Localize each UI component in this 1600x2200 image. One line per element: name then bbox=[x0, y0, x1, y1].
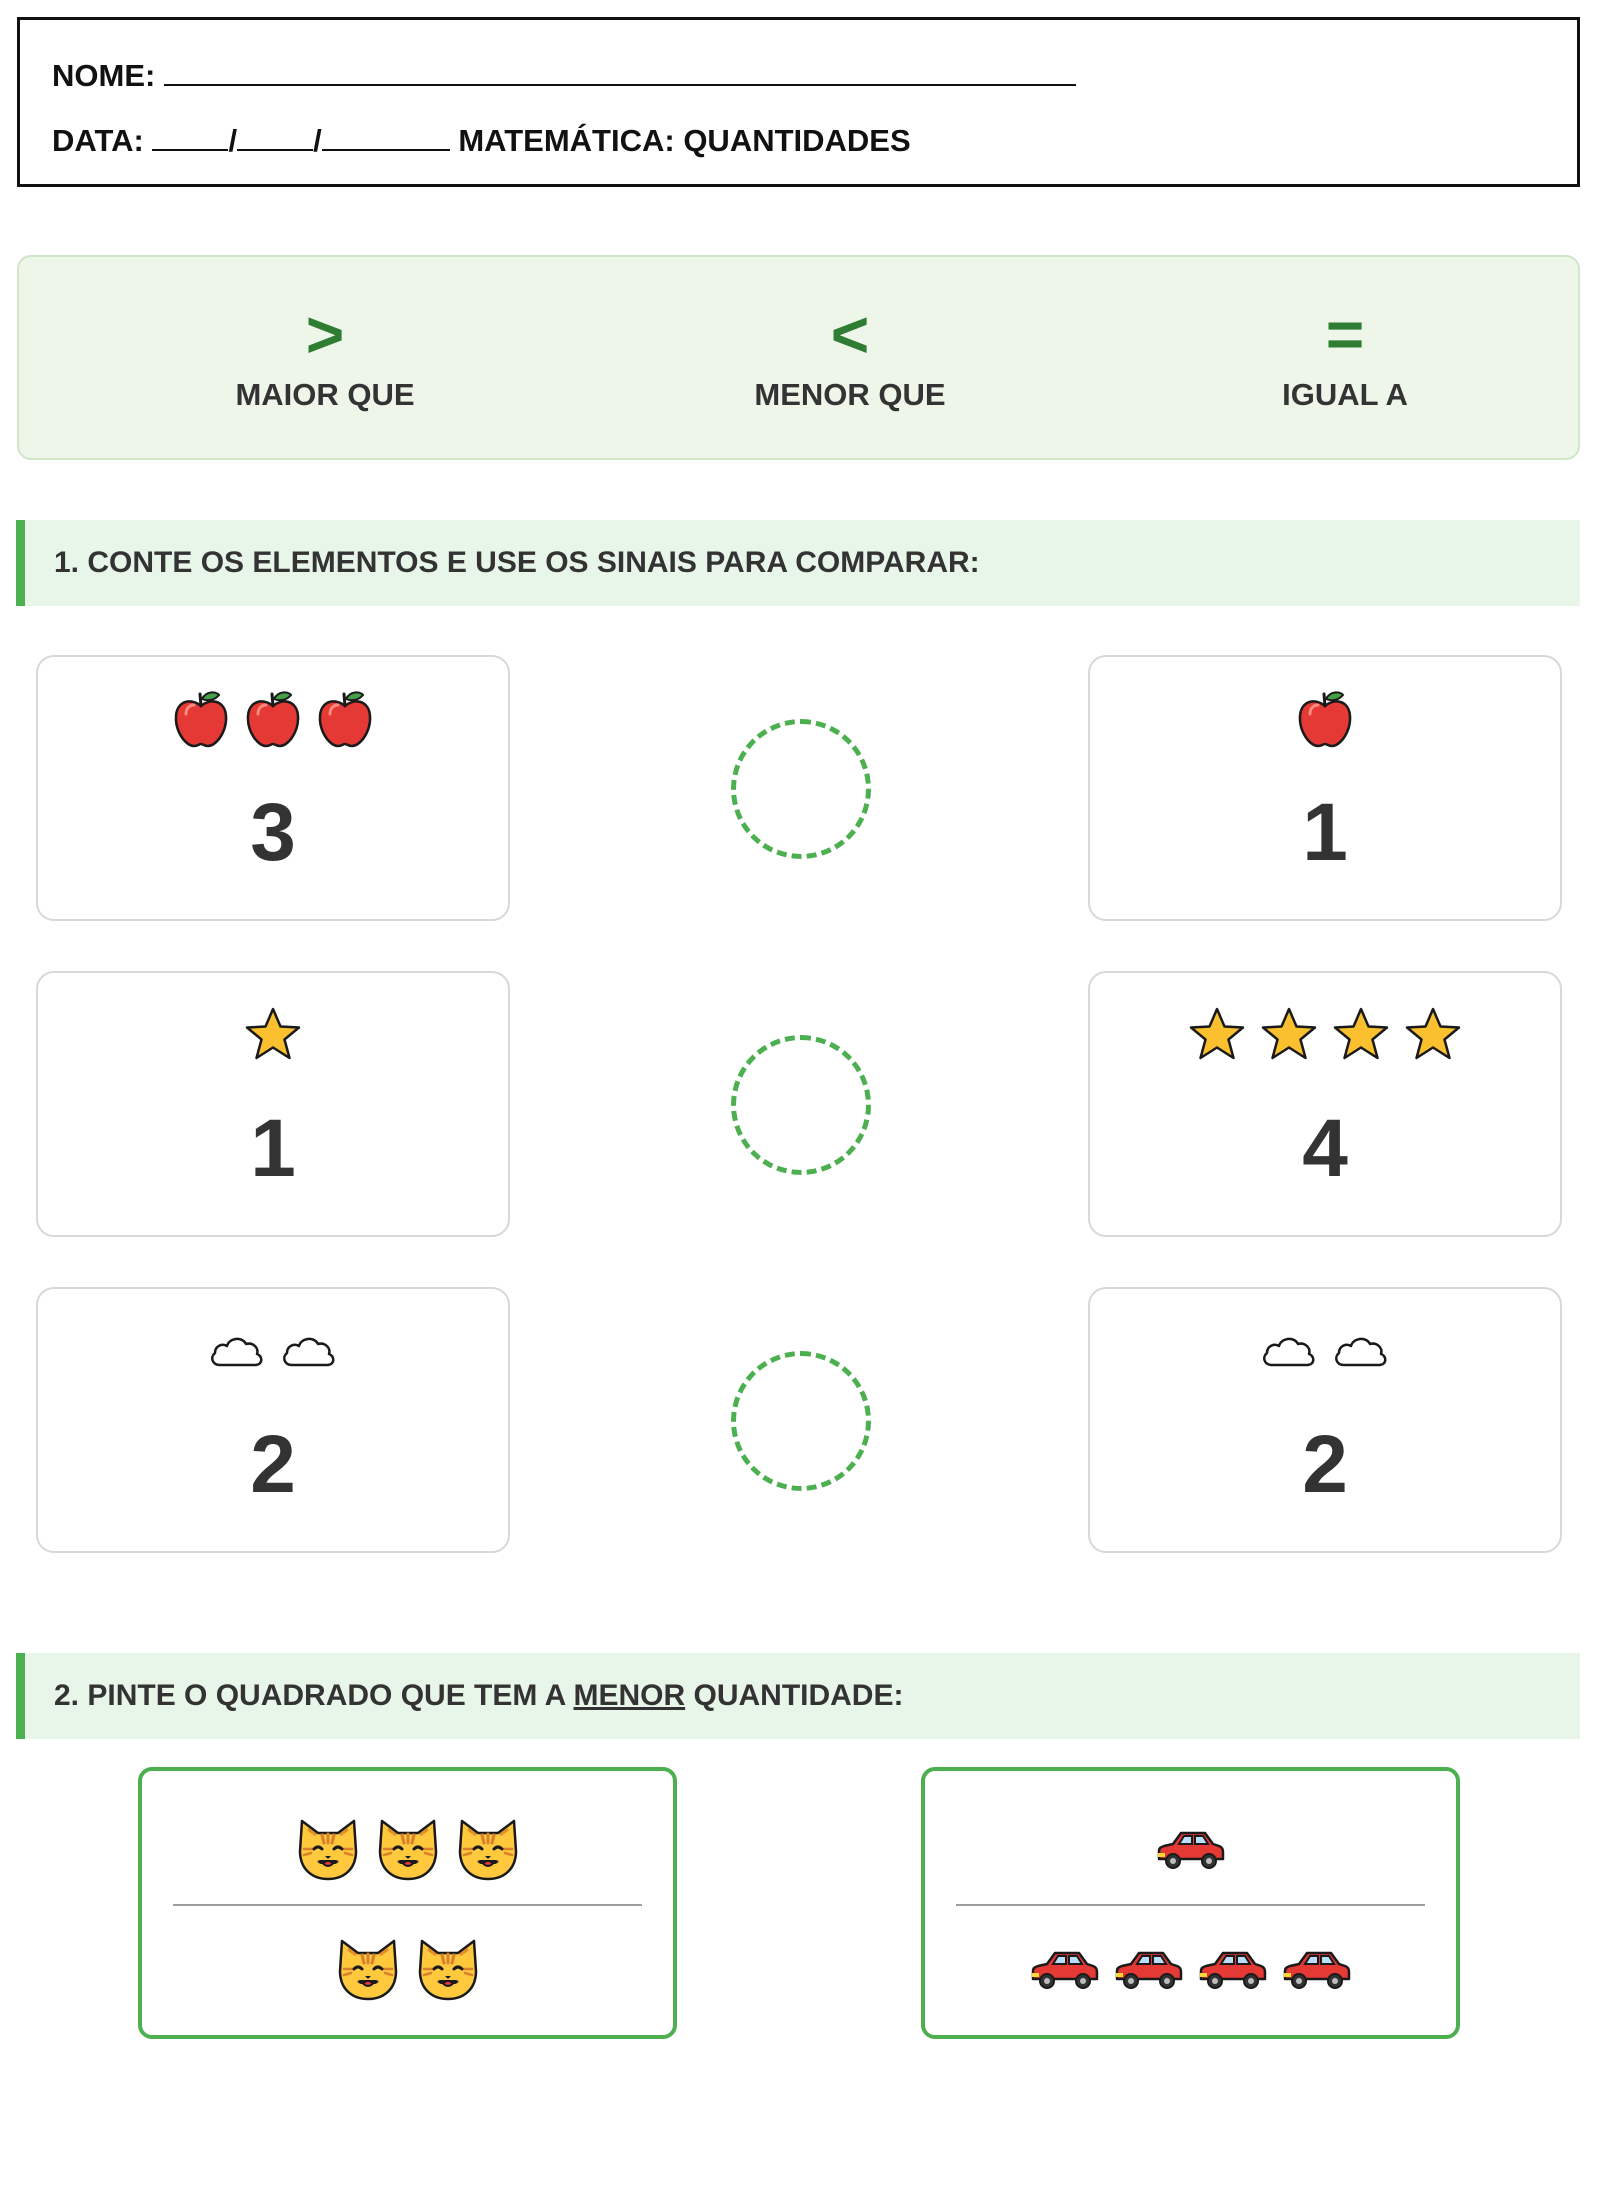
answer-circle[interactable] bbox=[731, 719, 871, 859]
count-card-left bbox=[36, 655, 510, 921]
less-than-label: MENOR QUE bbox=[754, 377, 946, 412]
legend-equal bbox=[1145, 297, 1545, 413]
card-number: 2 bbox=[1302, 1419, 1348, 1510]
star-icon bbox=[1188, 1006, 1246, 1064]
cat-face-icon bbox=[454, 1815, 522, 1883]
box-bottom-group bbox=[925, 1929, 1456, 2009]
date-month-field[interactable] bbox=[237, 121, 313, 151]
date-day-field[interactable] bbox=[152, 121, 228, 151]
name-line bbox=[52, 56, 1076, 94]
count-card-right bbox=[1088, 1287, 1562, 1553]
greater-than-label: MAIOR QUE bbox=[235, 377, 415, 412]
section-2-title-prefix: 2. PINTE O QUADRADO QUE TEM A bbox=[54, 1679, 574, 1712]
card-items bbox=[1090, 687, 1560, 751]
color-box[interactable] bbox=[138, 1767, 677, 2039]
date-separator: / bbox=[228, 123, 238, 158]
greater-than-symbol: > bbox=[305, 297, 345, 371]
cat-face-icon bbox=[414, 1935, 482, 2003]
count-card-right bbox=[1088, 971, 1562, 1237]
car-icon bbox=[1155, 1827, 1227, 1871]
count-card-right bbox=[1088, 655, 1562, 921]
star-icon bbox=[1404, 1006, 1462, 1064]
section-2-title bbox=[16, 1653, 1580, 1739]
car-icon bbox=[1029, 1947, 1101, 1991]
symbols-legend bbox=[17, 255, 1580, 460]
card-number: 3 bbox=[250, 787, 296, 878]
box-top-group bbox=[925, 1809, 1456, 1889]
count-card-left bbox=[36, 1287, 510, 1553]
car-icon bbox=[1281, 1947, 1353, 1991]
cat-face-icon bbox=[334, 1935, 402, 2003]
cloud-icon bbox=[280, 1333, 338, 1369]
name-label: NOME: bbox=[52, 58, 156, 93]
legend-greater-than bbox=[125, 297, 525, 413]
legend-less-than bbox=[650, 297, 1050, 413]
cat-face-icon bbox=[374, 1815, 442, 1883]
card-number: 4 bbox=[1302, 1103, 1348, 1194]
apple-icon bbox=[244, 688, 302, 750]
section-1-title: 1. CONTE OS ELEMENTOS E USE OS SINAIS PARA COMPARAR: bbox=[16, 520, 1580, 606]
card-number: 1 bbox=[250, 1103, 296, 1194]
card-items bbox=[38, 1003, 508, 1067]
apple-icon bbox=[172, 688, 230, 750]
name-field[interactable] bbox=[164, 56, 1076, 86]
equal-symbol: = bbox=[1325, 297, 1365, 371]
less-than-symbol: < bbox=[830, 297, 870, 371]
box-divider bbox=[173, 1904, 642, 1906]
apple-icon bbox=[316, 688, 374, 750]
date-year-field[interactable] bbox=[322, 121, 450, 151]
card-number: 1 bbox=[1302, 787, 1348, 878]
star-icon bbox=[1332, 1006, 1390, 1064]
date-separator: / bbox=[313, 123, 322, 158]
car-icon bbox=[1197, 1947, 1269, 1991]
subject-title: MATEMÁTICA: QUANTIDADES bbox=[458, 123, 911, 158]
card-items bbox=[38, 687, 508, 751]
card-items bbox=[1090, 1003, 1560, 1067]
cloud-icon bbox=[208, 1333, 266, 1369]
box-divider bbox=[956, 1904, 1425, 1906]
date-subject-line bbox=[52, 121, 911, 159]
section-2-title-suffix: QUANTIDADE: bbox=[685, 1679, 904, 1712]
section-2-title-emphasis: MENOR bbox=[573, 1679, 686, 1712]
box-top-group bbox=[142, 1809, 673, 1889]
card-items bbox=[1090, 1319, 1560, 1383]
equal-label: IGUAL A bbox=[1282, 377, 1408, 412]
star-icon bbox=[1260, 1006, 1318, 1064]
count-card-left bbox=[36, 971, 510, 1237]
cloud-icon bbox=[1332, 1333, 1390, 1369]
cat-face-icon bbox=[294, 1815, 362, 1883]
answer-circle[interactable] bbox=[731, 1035, 871, 1175]
box-bottom-group bbox=[142, 1929, 673, 2009]
answer-circle[interactable] bbox=[731, 1351, 871, 1491]
card-number: 2 bbox=[250, 1419, 296, 1510]
car-icon bbox=[1113, 1947, 1185, 1991]
color-box[interactable] bbox=[921, 1767, 1460, 2039]
apple-icon bbox=[1296, 688, 1354, 750]
date-label: DATA: bbox=[52, 123, 144, 158]
student-info-header bbox=[17, 17, 1580, 187]
cloud-icon bbox=[1260, 1333, 1318, 1369]
card-items bbox=[38, 1319, 508, 1383]
star-icon bbox=[244, 1006, 302, 1064]
